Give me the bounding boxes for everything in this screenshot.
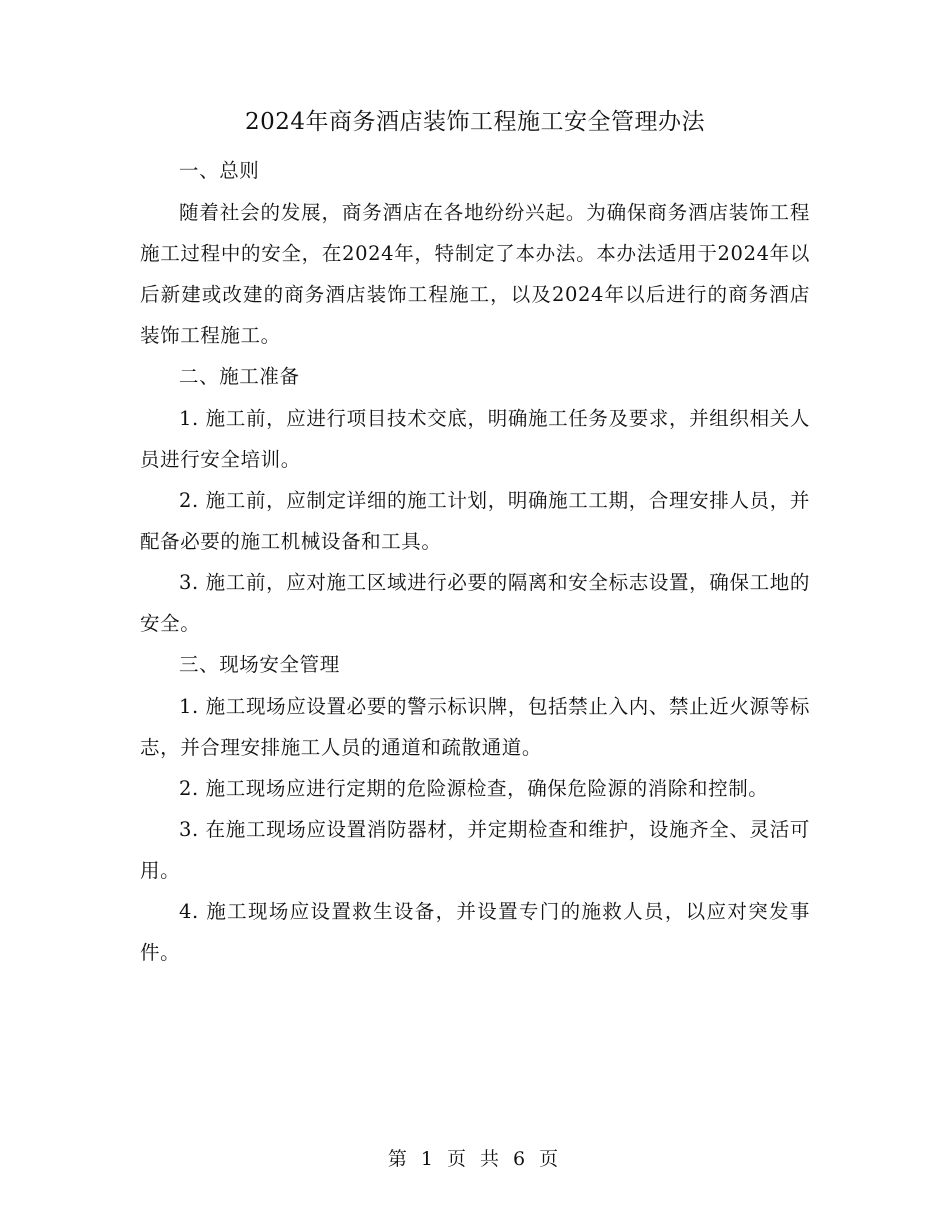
paragraph: 4. 施工现场应设置救生设备，并设置专门的施救人员，以应对突发事件。 xyxy=(140,900,810,964)
paragraph: 3. 施工前，应对施工区域进行必要的隔离和安全标志设置，确保工地的安全。 xyxy=(140,571,810,635)
paragraph: 2. 施工现场应进行定期的危险源检查，确保危险源的消除和控制。 xyxy=(179,777,769,800)
page-number-footer: 第 1 页 共 6 页 xyxy=(387,1148,563,1170)
section-heading: 二、施工准备 xyxy=(179,365,300,388)
paragraph: 随着社会的发展，商务酒店在各地纷纷兴起。为确保商务酒店装饰工程施工过程中的安全，在2024年，特制定了本办法。本办法适用于2024年以后新建或改建的商务酒店装饰工程施工，以及2024年以后进行的商务酒店装饰工程施工。 xyxy=(140,201,810,347)
paragraph: 3. 在施工现场应设置消防器材，并定期检查和维护，设施齐全、灵活可用。 xyxy=(140,818,810,882)
document-title: 2024年商务酒店装饰工程施工安全管理办法 xyxy=(244,109,706,135)
section-preparation xyxy=(140,356,810,644)
section-heading: 三、现场安全管理 xyxy=(179,653,340,676)
paragraph: 1. 施工前，应进行项目技术交底，明确施工任务及要求，并组织相关人员进行安全培训。 xyxy=(140,407,810,471)
paragraph: 2. 施工前，应制定详细的施工计划，明确施工工期，合理安排人员，并配备必要的施工机械设备和工具。 xyxy=(140,489,810,553)
paragraph: 1. 施工现场应设置必要的警示标识牌，包括禁止入内、禁止近火源等标志，并合理安排施工人员的通道和疏散通道。 xyxy=(140,695,810,759)
section-general xyxy=(140,150,810,356)
section-heading: 一、总则 xyxy=(179,159,260,182)
document-body xyxy=(140,100,810,973)
section-site-safety xyxy=(140,644,810,973)
